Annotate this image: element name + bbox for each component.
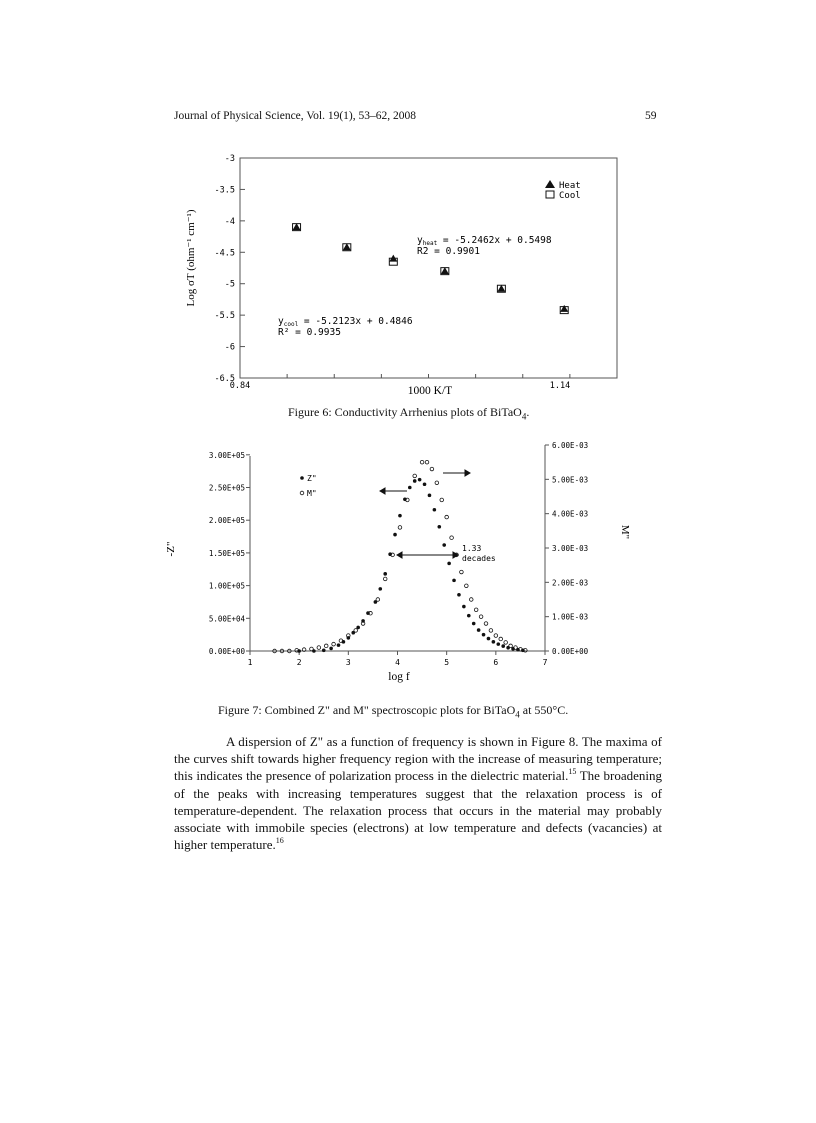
z-point	[413, 479, 417, 483]
z-point	[428, 494, 432, 498]
y-tick-label: -3.5	[214, 185, 235, 196]
left-tick-label: 5.00E+04	[208, 614, 245, 624]
y-tick-label: -6.5	[214, 374, 235, 384]
m-point	[324, 644, 328, 648]
m-legend-marker	[300, 491, 304, 495]
m-point	[435, 481, 439, 485]
m-point	[440, 498, 444, 502]
m-point	[504, 641, 508, 645]
z-point	[501, 644, 505, 648]
z-point	[477, 628, 481, 632]
z-point	[378, 587, 382, 591]
z-point	[521, 649, 525, 653]
z-point	[383, 572, 387, 576]
m-point	[460, 570, 464, 574]
y-axis-right-label: M"	[619, 524, 631, 540]
m-point	[430, 467, 434, 471]
left-tick-label: 1.50E+05	[208, 548, 245, 558]
z-point	[423, 482, 427, 486]
m-point	[494, 634, 498, 638]
z-legend-marker	[300, 476, 304, 480]
right-tick-label: 2.00E-03	[552, 578, 589, 588]
right-tick-label: 5.00E-03	[552, 475, 589, 485]
legend-cool-label: Cool	[559, 191, 581, 201]
z-point	[297, 649, 301, 653]
m-point	[420, 460, 424, 464]
z-point	[433, 508, 437, 512]
y-tick-label: -4	[224, 216, 235, 227]
m-point	[474, 608, 478, 612]
decades-annotation-value: 1.33	[462, 544, 482, 553]
x-tick-label: 3	[345, 658, 351, 667]
m-point	[317, 646, 321, 650]
x-tick-label: 2	[296, 658, 302, 667]
z-point	[457, 593, 461, 597]
z-point	[342, 640, 346, 644]
z-point	[356, 626, 360, 630]
figure-7-caption: Figure 7: Combined Z" and M" spectroscopic plots for BiTaO$_4$ at 550°C.	[218, 703, 569, 720]
legend-m-label: M"	[307, 489, 317, 498]
m-point	[479, 615, 483, 619]
z-point	[366, 611, 370, 615]
m-point	[425, 460, 429, 464]
legend	[545, 180, 581, 201]
right-tick-label: 1.00E-03	[552, 612, 589, 622]
heat-equation: $y_{heat} = -5.2462x + 0.5498$	[417, 235, 552, 247]
right-tick-label: 3.00E-03	[552, 544, 589, 553]
right-tick-label: 4.00E-03	[552, 509, 589, 519]
x-tick-label: 1.14	[549, 381, 571, 391]
cool-r2: R² = 0.9935	[278, 327, 341, 338]
m-point	[413, 474, 417, 478]
legend-heat-label: Heat	[559, 181, 581, 191]
m-point	[332, 642, 336, 646]
paragraph-text-1: A dispersion of Z" as a function of frequency is shown in Figure 8. The maxima of the curves shift towards higher frequency region with the increase of measuring temperature; this indicates the presence of polarization process in the dielectric material.	[174, 734, 662, 784]
z-point	[506, 646, 510, 650]
paragraph-text-2: The broadening of the peaks with increasing temperatures suggest that the relaxation process is of temperature-dependent. The relaxation process that occurs in the material may probably associate with immobile species (electrons) at low temperature and defects (vacancies) at higher temperature.	[174, 768, 662, 853]
figure-6-caption: Figure 6: Conductivity Arrhenius plots of BiTaO$_4$.	[288, 405, 530, 422]
z-point	[361, 619, 365, 623]
m-point	[398, 526, 402, 530]
m-point	[450, 536, 454, 540]
left-tick-label: 2.00E+05	[208, 516, 245, 526]
z-point	[487, 637, 491, 641]
left-tick-label: 1.00E+05	[208, 581, 245, 591]
y-tick-label: -6	[224, 342, 235, 353]
m-point	[445, 515, 449, 519]
z-point	[516, 648, 520, 652]
z-point	[408, 486, 412, 490]
x-tick-label: 6	[493, 658, 499, 667]
z-point	[418, 478, 422, 482]
figure-7-chart	[160, 436, 631, 694]
left-tick-label: 0.00E+00	[208, 647, 245, 656]
x-tick-label: 7	[542, 658, 548, 667]
figure-6-chart	[170, 148, 630, 400]
decades-arrow-left-head	[397, 552, 402, 558]
heat-legend-marker	[545, 180, 555, 188]
decades-annotation-label: decades	[462, 554, 496, 563]
z-point	[511, 647, 515, 651]
legend	[300, 474, 316, 498]
left-tick-label: 3.00E+05	[208, 450, 245, 460]
y-tick-label: -5.5	[214, 311, 235, 322]
x-tick-label: 1	[247, 658, 253, 667]
z-point	[452, 579, 456, 583]
y-tick-label: -4.5	[214, 248, 235, 259]
z-point	[467, 614, 471, 618]
m-point	[465, 584, 469, 588]
z-point	[403, 497, 407, 501]
m-point	[469, 598, 473, 602]
z-point	[351, 631, 355, 635]
z-point	[482, 633, 486, 637]
y-axis-label: Log σT (ohm⁻¹ cm⁻¹)	[185, 209, 197, 307]
z-point	[393, 533, 397, 537]
z-point	[447, 562, 451, 566]
z-point	[337, 643, 341, 647]
z-point	[442, 543, 446, 547]
right-tick-label: 6.00E-03	[552, 441, 589, 450]
z-point	[322, 649, 326, 653]
body-paragraph	[174, 733, 662, 853]
z-point	[374, 600, 378, 604]
x-tick-label: 4	[395, 658, 400, 667]
x-tick-label: 0.84	[229, 381, 251, 391]
y-tick-label: -3	[224, 154, 235, 164]
m-point	[489, 629, 493, 633]
y-axis-left-label: -Z"	[165, 541, 177, 557]
citation-16[interactable]: 16	[275, 836, 284, 846]
m-point	[484, 622, 488, 626]
z-point	[347, 636, 351, 640]
z-point	[492, 640, 496, 644]
cool-equation: $y_{cool} = -5.2123x + 0.4846$	[278, 316, 413, 328]
arrow-left-head	[380, 488, 385, 494]
m-point	[383, 577, 387, 581]
z-point	[462, 605, 466, 609]
m-point	[499, 637, 503, 641]
y-tick-label: -5	[224, 279, 235, 290]
z-point	[329, 647, 333, 651]
x-tick-label: 5	[444, 658, 450, 667]
right-tick-label: 0.00E+00	[552, 647, 589, 656]
z-point	[312, 649, 316, 653]
legend-z-label: Z"	[307, 474, 317, 483]
z-point	[398, 514, 402, 518]
x-axis-label: 1000 K/T	[407, 385, 453, 397]
x-axis-label: log f	[388, 671, 410, 683]
cool-legend-marker	[546, 191, 554, 198]
z-point	[496, 642, 500, 646]
citation-15[interactable]: 15	[568, 767, 577, 777]
z-point	[472, 622, 476, 626]
heat-r2: R2 = 0.9901	[417, 246, 480, 257]
z-point	[437, 525, 441, 529]
left-tick-label: 2.50E+05	[208, 483, 245, 493]
z-point	[388, 552, 392, 556]
arrow-right-head	[465, 470, 470, 476]
page-number: 59	[645, 110, 657, 122]
journal-header: Journal of Physical Science, Vol. 19(1), 53–62, 2008	[174, 110, 417, 122]
